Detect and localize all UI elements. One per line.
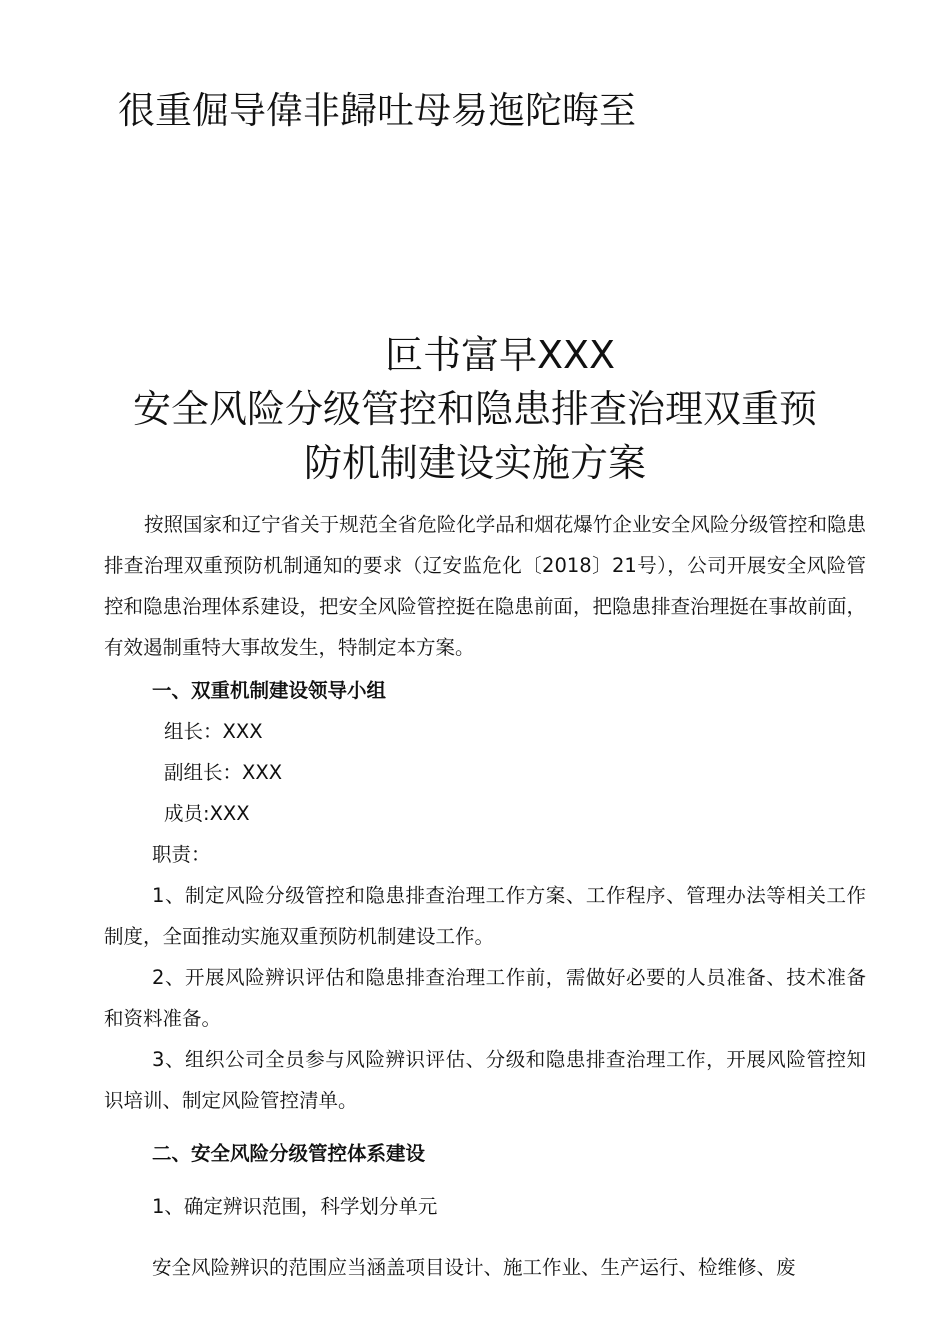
duty-item: 2、开展风险辨识评估和隐患排查治理工作前，需做好必要的人员准备、技术准备和资料准备。: [104, 966, 866, 1030]
title-line-main: 安全风险分级管控和隐患排查治理双重预: [132, 387, 817, 431]
duties-label: 职责：: [152, 843, 211, 866]
section-2-heading: 二、安全风险分级管控体系建设: [152, 1142, 426, 1165]
group-leader: 组长：XXX: [164, 720, 263, 743]
document-title: [0, 330, 950, 488]
document-body: [104, 504, 866, 1288]
duty-item: 3、组织公司全员参与风险辨识评估、分级和隐患排查治理工作，开展风险管控知识培训、制定风险管控清单。: [104, 1048, 866, 1112]
intro-paragraph: 按照国家和辽宁省关于规范全省危险化学品和烟花爆竹企业安全风险分级管控和隐患排查治理双重预防机制通知的要求（辽安监危化〔2018〕21号），公司开展安全风险管控和隐患治理体系建设，把安全风险管控挺在隐患前面，把隐患排查治理挺在事故前面，有效遏制重特大事故发生，特制定本方案。: [104, 513, 866, 659]
section-1-heading: 一、双重机制建设领导小组: [152, 679, 387, 702]
section-2-paragraph: 安全风险辨识的范围应当涵盖项目设计、施工作业、生产运行、检维修、废: [152, 1256, 796, 1279]
duty-item: 1、制定风险分级管控和隐患排查治理工作方案、工作程序、管理办法等相关工作制度，全面推动实施双重预防机制建设工作。: [104, 884, 866, 948]
group-deputy: 副组长：XXX: [164, 761, 283, 784]
section-2-subheading: 1、确定辨识范围，科学划分单元: [152, 1195, 438, 1218]
title-line-company: 叵书富早XXX: [384, 333, 616, 377]
document-header: 很重倔导偉非歸吐母易迤陀晦至: [118, 89, 636, 132]
title-line-sub: 防机制建设实施方案: [303, 441, 646, 485]
group-members: 成员:XXX: [164, 802, 250, 825]
